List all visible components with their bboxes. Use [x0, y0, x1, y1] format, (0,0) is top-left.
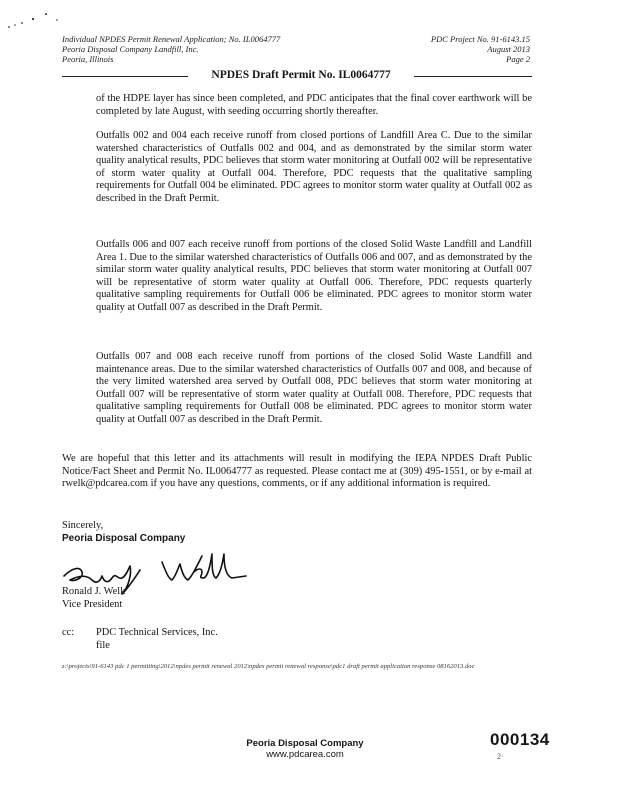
bates-number: 000134 [490, 730, 550, 749]
paragraph-text: Outfalls 002 and 004 each receive runoff from closed portions of Landfill Area C. Due to the similar watershed characteristics of Outfalls 002 and 004, and as demonstrated by the similar storm water quality analytical results, PDC believes that storm water monitoring at Outfall 002 will be representative of storm water quality at Outfall 004. Therefore, PDC requests that the qualitative sampling requirements for Outfall 004 be eliminated. PDC agrees to monitor storm water quality at Outfall 002 as described in the Draft Permit. [96, 130, 532, 204]
title-rule-left [62, 76, 188, 77]
bates-mark: 2· [497, 752, 504, 761]
header-application-line: Individual NPDES Permit Renewal Application; No. IL0064777 [62, 34, 281, 44]
header-page-number: Page 2 [506, 54, 530, 64]
paragraph-text: Outfalls 006 and 007 each receive runoff from portions of the closed Solid Waste Landfill and Landfill Area 1. Due to the similar watershed characteristics of Outfalls 006 and 007, and as demonstrated by the similar storm water quality analytical results, PDC believes that storm water monitoring at Outfall 007 will be representative of storm water quality at Outfall 006. Therefore, PDC requests quarterly qualitative sampling requirements for Outfall 006 be eliminated. PDC agrees to monitor storm water quality at Outfall 007 as described in the Draft Permit. [96, 239, 532, 313]
paragraph-text: of the HDPE layer has since been completed, and PDC anticipates that the final cover earthwork will be completed by late August, with seeding occurring shortly thereafter. [96, 93, 532, 117]
header-location-line: Peoria, Illinois [62, 54, 114, 64]
closing-block [62, 520, 185, 545]
paragraph-text: We are hopeful that this letter and its attachments will result in modifying the IEPA NPDES Draft Public Notice/Fact Sheet and Permit No. IL0064777 as requested. Please contact me at (309) 495-1551, or by e-mail at rwelk@pdcarea.com if you have any questions, comments, or if any additional information is required. [62, 453, 532, 490]
paragraph-outfalls-006-007 [96, 239, 532, 315]
header-project-number: PDC Project No. 91-6143.15 [430, 34, 530, 44]
page-footer [200, 738, 410, 760]
paragraph-text: Outfalls 007 and 008 each receive runoff from portions of the closed Solid Waste Landfill and maintenance areas. Due to the similar watershed characteristics of Outfalls 007 and 008, and because of the very limited watershed area served by Outfall 008, PDC believes that storm water monitoring at Outfall 007 will be representative of storm water quality at Outfall 008. Therefore, PDC requests that qualitative sampling requirements for Outfall 008 be eliminated. PDC agrees to monitor storm water quality at Outfall 007 as described in the Draft Permit. [96, 351, 532, 425]
cc-recipient: file [96, 639, 110, 651]
signer-name: Ronald J. Welk [62, 586, 126, 597]
footer-company: Peoria Disposal Company [246, 738, 364, 749]
signer-title: Vice President [62, 598, 123, 610]
page-title: NPDES Draft Permit No. IL0064777 [211, 69, 391, 81]
paragraph-hdpe-continuation [96, 93, 532, 118]
signer-block [62, 586, 125, 611]
header-right [395, 34, 530, 64]
salutation: Sincerely, [62, 520, 104, 531]
cc-label: cc: [62, 627, 75, 638]
header-left [62, 34, 392, 64]
paragraph-outfalls-002-004 [96, 130, 532, 206]
cc-list [96, 627, 218, 652]
title-row [62, 67, 532, 85]
cc-recipient: PDC Technical Services, Inc. [96, 627, 218, 638]
paragraph-closing-request [62, 453, 532, 491]
file-path: z:\projects\91-6143 pdc 1 permitting\2012\npdes permit renewal 2012\npdes permit renewal response\pdc1 draft permit application response 08162013.doc [62, 663, 475, 670]
paragraph-outfalls-007-008 [96, 351, 532, 427]
header-company-line: Peoria Disposal Company Landfill, Inc. [62, 44, 199, 54]
footer-website: www.pdcarea.com [266, 749, 344, 760]
header-date: August 2013 [487, 44, 530, 54]
title-rule-right [414, 76, 532, 77]
closing-company: Peoria Disposal Company [62, 532, 186, 544]
